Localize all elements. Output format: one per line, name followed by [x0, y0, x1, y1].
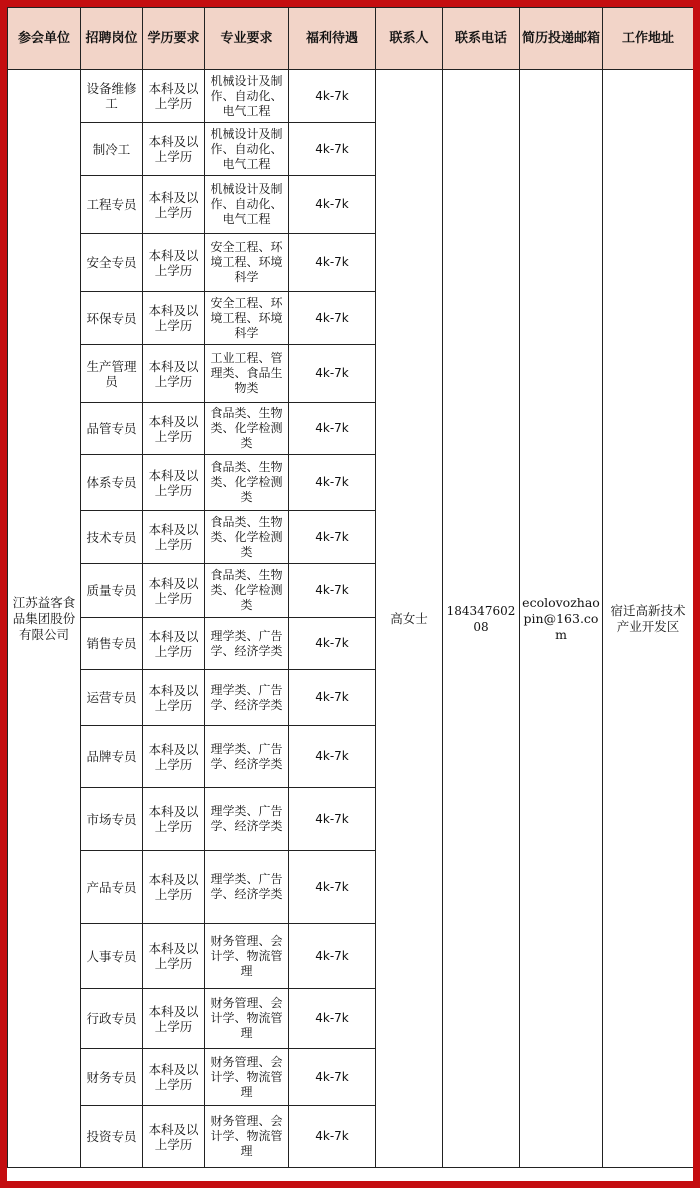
header-education: 学历要求 [143, 8, 205, 70]
major-cell: 财务管理、会计学、物流管理 [205, 1106, 289, 1168]
header-email: 简历投递邮箱 [520, 8, 603, 70]
recruitment-table [7, 7, 693, 1168]
position-cell: 生产管理员 [81, 345, 143, 403]
major-cell: 理学类、广告学、经济学类 [205, 618, 289, 670]
position-cell: 制冷工 [81, 123, 143, 176]
education-cell: 本科及以上学历 [143, 618, 205, 670]
major-cell: 机械设计及制作、自动化、电气工程 [205, 123, 289, 176]
salary-cell: 4k-7k [289, 345, 376, 403]
education-cell: 本科及以上学历 [143, 455, 205, 511]
position-cell: 质量专员 [81, 564, 143, 618]
major-cell: 工业工程、管理类、食品生物类 [205, 345, 289, 403]
major-cell: 机械设计及制作、自动化、电气工程 [205, 176, 289, 234]
major-cell: 食品类、生物类、化学检测类 [205, 403, 289, 455]
table-row [8, 70, 694, 123]
position-cell: 技术专员 [81, 511, 143, 564]
education-cell: 本科及以上学历 [143, 1049, 205, 1106]
salary-cell: 4k-7k [289, 1106, 376, 1168]
position-cell: 体系专员 [81, 455, 143, 511]
salary-cell: 4k-7k [289, 851, 376, 924]
company-cell: 江苏益客食品集团股份有限公司 [8, 70, 81, 1168]
education-cell: 本科及以上学历 [143, 851, 205, 924]
position-cell: 运营专员 [81, 670, 143, 726]
header-address: 工作地址 [603, 8, 694, 70]
education-cell: 本科及以上学历 [143, 511, 205, 564]
major-cell: 理学类、广告学、经济学类 [205, 788, 289, 851]
salary-cell: 4k-7k [289, 511, 376, 564]
salary-cell: 4k-7k [289, 234, 376, 292]
education-cell: 本科及以上学历 [143, 123, 205, 176]
position-cell: 安全专员 [81, 234, 143, 292]
major-cell: 理学类、广告学、经济学类 [205, 851, 289, 924]
major-cell: 安全工程、环境工程、环境科学 [205, 234, 289, 292]
salary-cell: 4k-7k [289, 70, 376, 123]
position-cell: 销售专员 [81, 618, 143, 670]
position-cell: 环保专员 [81, 292, 143, 345]
header-contact: 联系人 [376, 8, 443, 70]
major-cell: 食品类、生物类、化学检测类 [205, 455, 289, 511]
salary-cell: 4k-7k [289, 726, 376, 788]
education-cell: 本科及以上学历 [143, 234, 205, 292]
salary-cell: 4k-7k [289, 989, 376, 1049]
education-cell: 本科及以上学历 [143, 989, 205, 1049]
education-cell: 本科及以上学历 [143, 70, 205, 123]
salary-cell: 4k-7k [289, 176, 376, 234]
major-cell: 财务管理、会计学、物流管理 [205, 1049, 289, 1106]
major-cell: 食品类、生物类、化学检测类 [205, 511, 289, 564]
education-cell: 本科及以上学历 [143, 924, 205, 989]
position-cell: 投资专员 [81, 1106, 143, 1168]
salary-cell: 4k-7k [289, 292, 376, 345]
header-salary: 福利待遇 [289, 8, 376, 70]
major-cell: 理学类、广告学、经济学类 [205, 726, 289, 788]
salary-cell: 4k-7k [289, 924, 376, 989]
position-cell: 设备维修工 [81, 70, 143, 123]
education-cell: 本科及以上学历 [143, 176, 205, 234]
header-major: 专业要求 [205, 8, 289, 70]
education-cell: 本科及以上学历 [143, 1106, 205, 1168]
salary-cell: 4k-7k [289, 455, 376, 511]
salary-cell: 4k-7k [289, 670, 376, 726]
contact-cell: 高女士 [376, 70, 443, 1168]
position-cell: 市场专员 [81, 788, 143, 851]
education-cell: 本科及以上学历 [143, 403, 205, 455]
header-position: 招聘岗位 [81, 8, 143, 70]
position-cell: 品管专员 [81, 403, 143, 455]
header-company: 参会单位 [8, 8, 81, 70]
salary-cell: 4k-7k [289, 788, 376, 851]
position-cell: 产品专员 [81, 851, 143, 924]
salary-cell: 4k-7k [289, 123, 376, 176]
education-cell: 本科及以上学历 [143, 292, 205, 345]
position-cell: 人事专员 [81, 924, 143, 989]
salary-cell: 4k-7k [289, 1049, 376, 1106]
major-cell: 食品类、生物类、化学检测类 [205, 564, 289, 618]
major-cell: 财务管理、会计学、物流管理 [205, 924, 289, 989]
major-cell: 机械设计及制作、自动化、电气工程 [205, 70, 289, 123]
education-cell: 本科及以上学历 [143, 788, 205, 851]
table-body [8, 70, 694, 1168]
major-cell: 安全工程、环境工程、环境科学 [205, 292, 289, 345]
header-phone: 联系电话 [443, 8, 520, 70]
education-cell: 本科及以上学历 [143, 726, 205, 788]
education-cell: 本科及以上学历 [143, 670, 205, 726]
position-cell: 工程专员 [81, 176, 143, 234]
email-cell: ecolovozhaopin@163.com [520, 70, 603, 1168]
salary-cell: 4k-7k [289, 618, 376, 670]
position-cell: 财务专员 [81, 1049, 143, 1106]
position-cell: 行政专员 [81, 989, 143, 1049]
salary-cell: 4k-7k [289, 564, 376, 618]
table-header-row [8, 8, 694, 70]
page-frame [7, 7, 693, 1181]
address-cell: 宿迁高新技术产业开发区 [603, 70, 694, 1168]
education-cell: 本科及以上学历 [143, 345, 205, 403]
major-cell: 理学类、广告学、经济学类 [205, 670, 289, 726]
phone-cell: 18434760208 [443, 70, 520, 1168]
major-cell: 财务管理、会计学、物流管理 [205, 989, 289, 1049]
education-cell: 本科及以上学历 [143, 564, 205, 618]
salary-cell: 4k-7k [289, 403, 376, 455]
position-cell: 品牌专员 [81, 726, 143, 788]
